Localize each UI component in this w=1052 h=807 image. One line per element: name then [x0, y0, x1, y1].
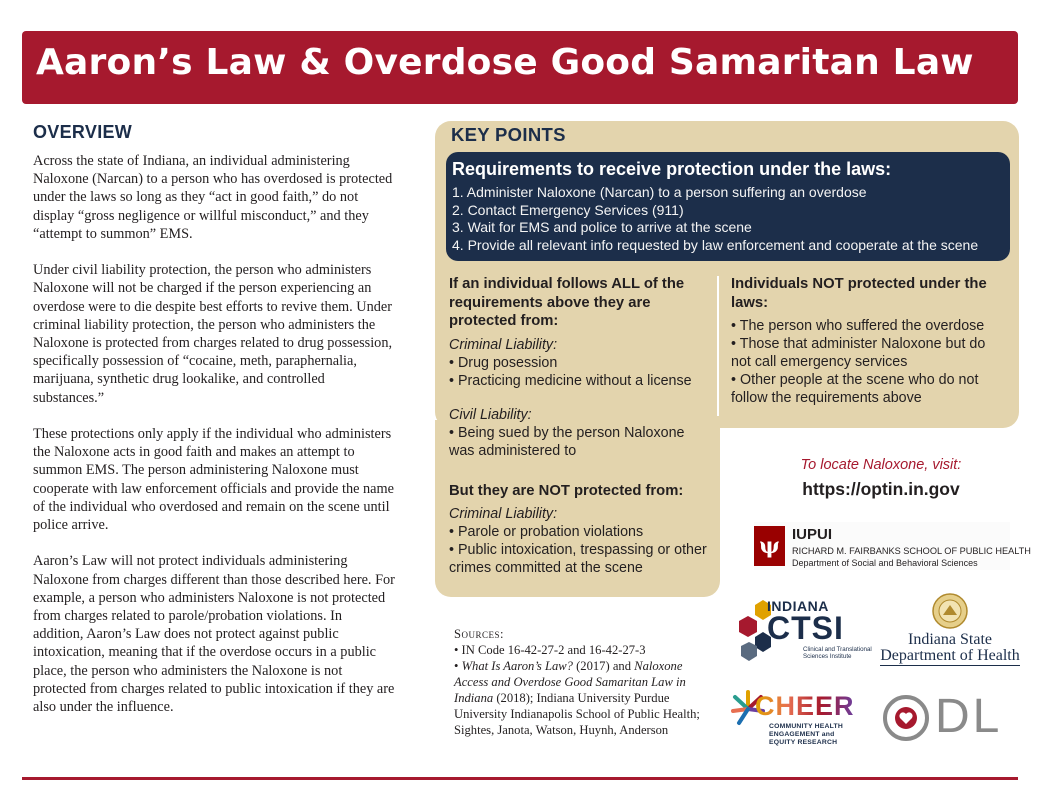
criminal-liability-label: Criminal Liability: — [449, 506, 558, 523]
requirement-item: 2. Contact Emergency Services (911) — [452, 201, 684, 218]
civil-protection-item: • Being sued by the person Naloxone was administered to — [449, 424, 685, 459]
bullet: • — [454, 659, 462, 673]
odl-letters: DL — [935, 690, 1003, 743]
list-item: • Other people at the scene who do not follow the requirements above — [731, 372, 979, 407]
requirements-title: Requirements to receive protection under the laws: — [452, 159, 892, 179]
overview-heading: OVERVIEW — [33, 122, 133, 142]
ctsi-name: CTSI — [767, 610, 844, 646]
cheer-subtitle: ENGAGEMENT and — [769, 731, 835, 738]
protections-column — [449, 275, 711, 577]
unprotected-individuals-column — [731, 275, 1006, 407]
ctsi-logo — [737, 596, 872, 666]
isdh-department: Department of Health — [880, 647, 1020, 664]
list-item: • Drug posession — [449, 354, 558, 371]
iupui-logo — [754, 522, 1031, 570]
trident-icon: ψ — [754, 526, 785, 566]
unprotected-individuals-heading: Individuals NOT protected under the laws: — [731, 276, 987, 311]
source-item — [454, 658, 704, 738]
source-text: (2017) and — [572, 659, 635, 673]
requirement-item: 1. Administer Naloxone (Narcan) to a person suffering an overdose — [452, 184, 867, 200]
isdh-name: Indiana State — [908, 631, 992, 648]
locator-link[interactable]: https://optin.in.gov — [802, 479, 960, 499]
protected-heading: If an individual follows ALL of the requirements above they are protected from: — [449, 276, 685, 330]
source-title: What Is Aaron’s Law? — [461, 659, 573, 673]
list-item: • Public intoxication, trespassing or other crimes committed at the scene — [449, 542, 707, 577]
unprotected-individuals-list — [731, 317, 1006, 407]
requirements-box — [446, 152, 1010, 261]
iupui-school: RICHARD M. FAIRBANKS SCHOOL OF PUBLIC HEALTH — [792, 546, 1031, 556]
isdh-logo — [880, 591, 1020, 666]
not-protected-list — [449, 523, 711, 577]
footer-divider — [22, 777, 1018, 780]
hexagon-cluster-icon — [737, 596, 771, 666]
odl-circle-heart-icon — [881, 693, 931, 743]
overview-paragraph: Aaron’s Law will not protect individuals administering Naloxone from charges different than those described here. For example, a person who administers Naloxone is not protected from charges related to parole/probation violations. In addition, Aaron’s Law does not protect against public intoxication, meaning that if the overdose occurs in a public place, the person who administers the Naloxone is not protected from charges related to public intoxication if they are also under the influence. — [33, 553, 395, 716]
source-text: (2018); Indiana University Purdue University Indianapolis School of Public Health; Sightes, Janota, Watson, Huynh, Anderson — [454, 691, 700, 737]
ctsi-state: INDIANA — [767, 598, 829, 614]
key-points-heading: KEY POINTS — [451, 124, 566, 145]
not-protected-heading: But they are NOT protected from: — [449, 482, 684, 499]
requirement-item: 3. Wait for EMS and police to arrive at the scene — [452, 219, 752, 236]
page-title: Aaron’s Law & Overdose Good Samaritan Law — [36, 42, 974, 83]
locator-prompt: To locate Naloxone, visit: — [800, 457, 962, 473]
source-item: • IN Code 16-42-27-2 and 16-42-27-3 — [454, 643, 646, 657]
criminal-protections-list — [449, 354, 711, 390]
naloxone-locator — [737, 456, 1025, 500]
cheer-subtitle: EQUITY RESEARCH — [769, 739, 838, 746]
ctsi-subtitle: Sciences Institute — [803, 653, 852, 660]
odl-logo — [881, 691, 1021, 746]
overview-section — [33, 152, 395, 734]
requirement-item: 4. Provide all relevant info requested by law enforcement and cooperate at the scene — [452, 236, 979, 253]
requirements-list — [452, 184, 1010, 254]
title-banner — [22, 31, 1018, 104]
source-title: Naloxone Access and Overdose Good Samaritan Law in Indiana — [454, 659, 686, 705]
list-item: • Practicing medicine without a license — [449, 372, 692, 389]
cheer-word: CHEER — [755, 691, 855, 721]
list-item: • Parole or probation violations — [449, 524, 644, 541]
cheer-subtitle: COMMUNITY HEALTH — [769, 723, 843, 730]
overview-paragraph: These protections only apply if the individual who administers the Naloxone acts in good faith and makes an attempt to summon EMS. The person administering Naloxone must cooperate with law enforcement officials and provide the name of the individual who overdosed and remain on the scene until police arrive. — [33, 426, 394, 534]
column-divider — [717, 276, 719, 416]
cheer-logo — [731, 687, 861, 747]
state-seal-icon — [932, 593, 968, 629]
iupui-department: Department of Social and Behavioral Sciences — [792, 558, 978, 568]
cheer-wordmark — [755, 691, 855, 722]
ctsi-subtitle: Clinical and Translational — [803, 646, 872, 653]
criminal-liability-label: Criminal Liability: — [449, 336, 558, 353]
list-item: • The person who suffered the overdose — [731, 318, 985, 335]
civil-liability-label: Civil Liability: — [449, 406, 532, 423]
sources-label: Sources: — [454, 627, 505, 641]
sources-section — [454, 626, 704, 738]
overview-paragraph: Across the state of Indiana, an individual administering Naloxone (Narcan) to a person who has overdosed is protected under the laws so long as they “act in good faith,” do not display “gross negligence or willful misconduct,” and they “attempt to summon” EMS. — [33, 153, 393, 242]
overview-paragraph: Under civil liability protection, the person who administers Naloxone will not be charged if the person experiencing an overdose were to die despite best efforts to revive them. Under criminal liability protection, the person who administers the Naloxone is protected from charges related to drug possession, specifically possession of “cocaine, meth, paraphernalia, marijuana, synthetic drug lookalike, and controlled substances.” — [33, 262, 393, 406]
list-item: • Those that administer Naloxone but do not call emergency services — [731, 336, 986, 371]
iupui-name: IUPUI — [792, 526, 833, 543]
